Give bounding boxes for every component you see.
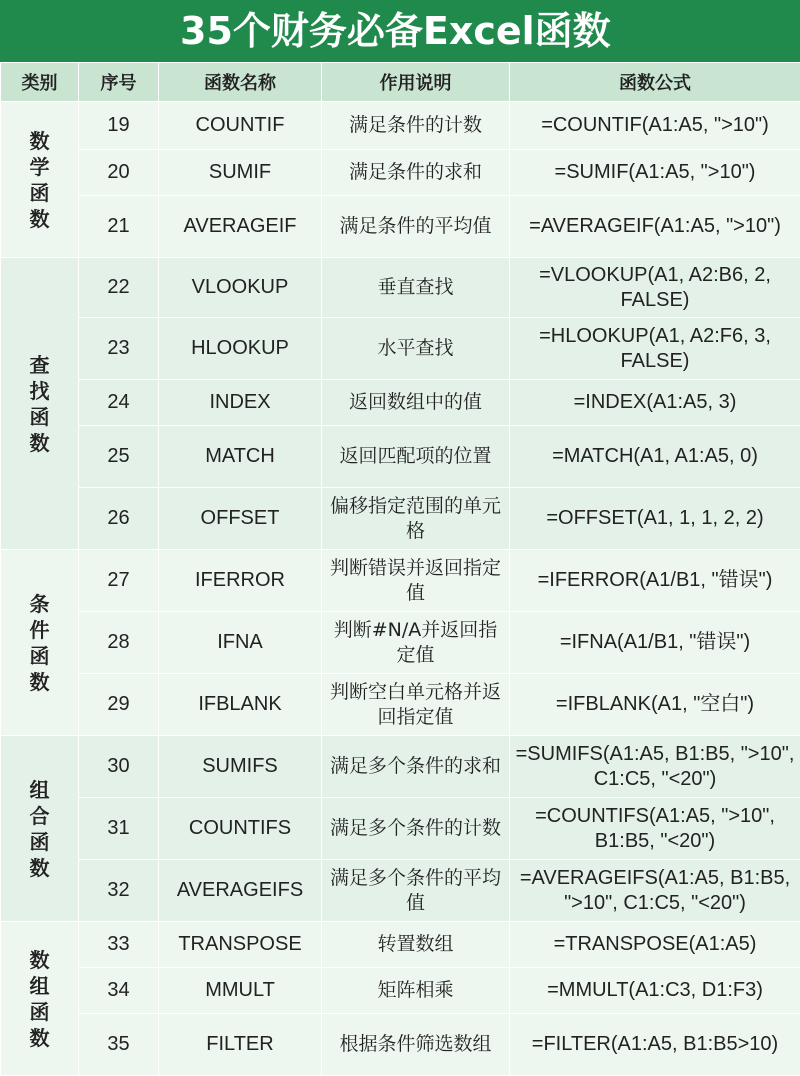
table-row xyxy=(1,968,800,1014)
function-name: IFERROR xyxy=(159,550,322,612)
table-row xyxy=(1,102,800,150)
table-row xyxy=(1,674,800,736)
row-number: 21 xyxy=(79,196,159,258)
row-number: 31 xyxy=(79,798,159,860)
function-formula: =IFBLANK(A1, "空白") xyxy=(510,674,800,736)
function-description: 水平查找 xyxy=(322,318,510,380)
function-name: IFBLANK xyxy=(159,674,322,736)
table-row xyxy=(1,798,800,860)
row-number: 34 xyxy=(79,968,159,1014)
page-title: 35个财务必备Excel函数 xyxy=(0,0,800,62)
table-row xyxy=(1,550,800,612)
function-formula: =COUNTIF(A1:A5, ">10") xyxy=(510,102,800,150)
function-description: 偏移指定范围的单元格 xyxy=(322,488,510,550)
category-cell-combined: 组 合 函 数 xyxy=(1,736,79,922)
function-name: SUMIF xyxy=(159,150,322,196)
row-number: 32 xyxy=(79,860,159,922)
header-name: 函数名称 xyxy=(159,63,322,102)
function-formula: =AVERAGEIFS(A1:A5, B1:B5, ">10", C1:C5, "<20") xyxy=(510,860,800,922)
header-category: 类别 xyxy=(1,63,79,102)
table-row xyxy=(1,922,800,968)
row-number: 23 xyxy=(79,318,159,380)
row-number: 26 xyxy=(79,488,159,550)
row-number: 28 xyxy=(79,612,159,674)
function-formula: =HLOOKUP(A1, A2:F6, 3, FALSE) xyxy=(510,318,800,380)
function-description: 转置数组 xyxy=(322,922,510,968)
function-formula: =OFFSET(A1, 1, 1, 2, 2) xyxy=(510,488,800,550)
function-name: INDEX xyxy=(159,380,322,426)
function-name: MMULT xyxy=(159,968,322,1014)
function-name: OFFSET xyxy=(159,488,322,550)
table-row xyxy=(1,612,800,674)
function-description: 返回数组中的值 xyxy=(322,380,510,426)
row-number: 27 xyxy=(79,550,159,612)
function-formula: =COUNTIFS(A1:A5, ">10", B1:B5, "<20") xyxy=(510,798,800,860)
function-table xyxy=(0,62,800,1076)
function-description: 垂直查找 xyxy=(322,258,510,318)
function-name: FILTER xyxy=(159,1014,322,1076)
function-name: TRANSPOSE xyxy=(159,922,322,968)
table-row xyxy=(1,318,800,380)
function-description: 满足条件的计数 xyxy=(322,102,510,150)
function-description: 矩阵相乘 xyxy=(322,968,510,1014)
function-formula: =MATCH(A1, A1:A5, 0) xyxy=(510,426,800,488)
row-number: 30 xyxy=(79,736,159,798)
function-description: 判断空白单元格并返回指定值 xyxy=(322,674,510,736)
table-row xyxy=(1,1014,800,1076)
function-formula: =INDEX(A1:A5, 3) xyxy=(510,380,800,426)
header-number: 序号 xyxy=(79,63,159,102)
category-cell-array: 数 组 函 数 xyxy=(1,922,79,1076)
function-description: 返回匹配项的位置 xyxy=(322,426,510,488)
row-number: 35 xyxy=(79,1014,159,1076)
table-row xyxy=(1,488,800,550)
table-row xyxy=(1,150,800,196)
function-description: 判断错误并返回指定值 xyxy=(322,550,510,612)
function-formula: =VLOOKUP(A1, A2:B6, 2, FALSE) xyxy=(510,258,800,318)
function-name: AVERAGEIFS xyxy=(159,860,322,922)
table-row xyxy=(1,736,800,798)
function-name: HLOOKUP xyxy=(159,318,322,380)
function-name: MATCH xyxy=(159,426,322,488)
function-formula: =FILTER(A1:A5, B1:B5>10) xyxy=(510,1014,800,1076)
table-row xyxy=(1,380,800,426)
function-description: 根据条件筛选数组 xyxy=(322,1014,510,1076)
function-formula: =TRANSPOSE(A1:A5) xyxy=(510,922,800,968)
function-formula: =IFERROR(A1/B1, "错误") xyxy=(510,550,800,612)
function-formula: =SUMIF(A1:A5, ">10") xyxy=(510,150,800,196)
category-cell-condition: 条 件 函 数 xyxy=(1,550,79,736)
function-name: COUNTIF xyxy=(159,102,322,150)
row-number: 25 xyxy=(79,426,159,488)
function-description: 满足条件的求和 xyxy=(322,150,510,196)
function-formula: =IFNA(A1/B1, "错误") xyxy=(510,612,800,674)
table-row xyxy=(1,860,800,922)
function-name: IFNA xyxy=(159,612,322,674)
function-description: 满足多个条件的平均值 xyxy=(322,860,510,922)
function-formula: =MMULT(A1:C3, D1:F3) xyxy=(510,968,800,1014)
row-number: 33 xyxy=(79,922,159,968)
category-cell-math: 数 学 函 数 xyxy=(1,102,79,258)
function-formula: =SUMIFS(A1:A5, B1:B5, ">10", C1:C5, "<20") xyxy=(510,736,800,798)
function-description: 满足多个条件的求和 xyxy=(322,736,510,798)
row-number: 19 xyxy=(79,102,159,150)
category-cell-lookup: 查 找 函 数 xyxy=(1,258,79,550)
function-name: SUMIFS xyxy=(159,736,322,798)
row-number: 20 xyxy=(79,150,159,196)
function-formula: =AVERAGEIF(A1:A5, ">10") xyxy=(510,196,800,258)
function-description: 判断#N/A并返回指定值 xyxy=(322,612,510,674)
function-name: AVERAGEIF xyxy=(159,196,322,258)
header-formula: 函数公式 xyxy=(510,63,800,102)
table-row xyxy=(1,258,800,318)
table-row xyxy=(1,196,800,258)
function-name: COUNTIFS xyxy=(159,798,322,860)
function-description: 满足条件的平均值 xyxy=(322,196,510,258)
function-name: VLOOKUP xyxy=(159,258,322,318)
row-number: 24 xyxy=(79,380,159,426)
function-description: 满足多个条件的计数 xyxy=(322,798,510,860)
header-description: 作用说明 xyxy=(322,63,510,102)
row-number: 29 xyxy=(79,674,159,736)
row-number: 22 xyxy=(79,258,159,318)
table-row xyxy=(1,426,800,488)
table-header-row xyxy=(1,63,800,102)
